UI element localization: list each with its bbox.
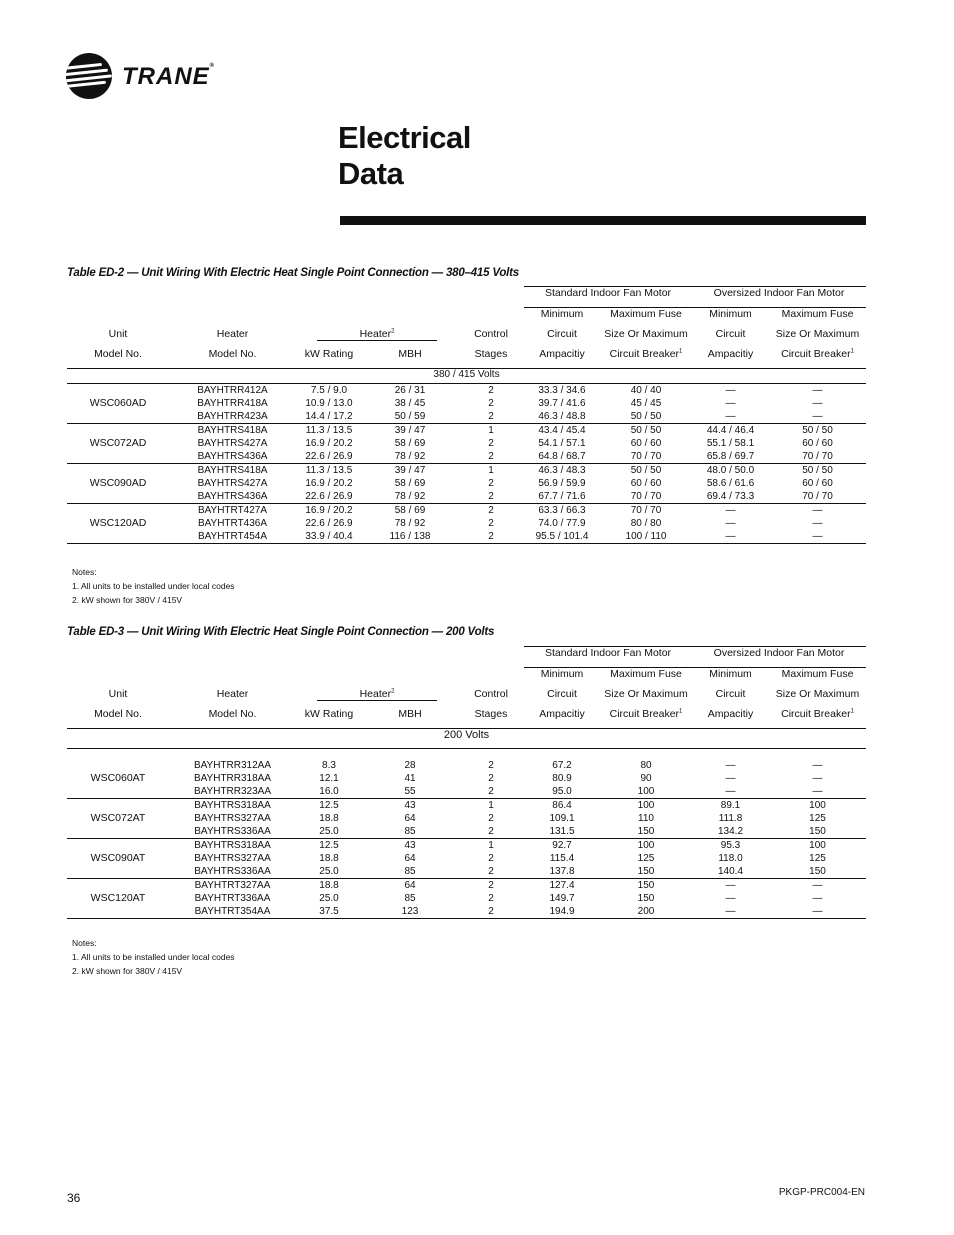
control-stages: 2 2 2: [458, 384, 524, 424]
mbh-values: 43 64 85: [362, 799, 458, 839]
header-heater-group: Heater$^2$: [317, 328, 437, 341]
kw-ratings: 18.8 25.0 37.5: [296, 879, 362, 919]
table-ed2-body: [67, 384, 866, 544]
voltage-label: 380 / 415 Volts: [67, 369, 866, 384]
control-stages: 1 2 2: [458, 424, 524, 464]
table-row: [67, 504, 866, 544]
header-ampacity: Ampacitiy: [524, 348, 600, 369]
heater-models: BAYHTRS418A BAYHTRS427A BAYHTRS436A: [169, 464, 296, 504]
unit-model: WSC090AT: [67, 839, 169, 879]
ovr-max-fuse: — — —: [769, 759, 866, 799]
mbh-values: 39 / 47 58 / 69 78 / 92: [362, 424, 458, 464]
table-ed3-caption: Table ED-3 — Unit Wiring With Electric Heat Single Point Connection — 200 Volts: [67, 626, 495, 638]
ovr-min-circuit-ampacity: 95.3 118.0 140.4: [692, 839, 769, 879]
table-row: [67, 759, 866, 799]
std-min-circuit-ampacity: 43.4 / 45.4 54.1 / 57.1 64.8 / 68.7: [524, 424, 600, 464]
table-row: [67, 424, 866, 464]
table-ed3-body: [67, 759, 866, 919]
control-stages: 1 2 2: [458, 799, 524, 839]
ovr-min-circuit-ampacity: 48.0 / 50.0 58.6 / 61.6 69.4 / 73.3: [692, 464, 769, 504]
table-ed3-notes: Notes: 1. All units to be installed under local codes 2. kW shown for 380V / 415V: [72, 938, 235, 976]
heater-models: BAYHTRT427A BAYHTRT436A BAYHTRT454A: [169, 504, 296, 544]
header-standard-motor: Standard Indoor Fan Motor: [524, 287, 692, 308]
trane-logo: [66, 53, 216, 101]
std-min-circuit-ampacity: 127.4 149.7 194.9: [524, 879, 600, 919]
control-stages: 2 2 2: [458, 879, 524, 919]
ovr-min-circuit-ampacity: — — —: [692, 759, 769, 799]
header-minimum: Minimum: [540, 668, 584, 680]
header-minimum: Minimum: [540, 308, 584, 320]
ovr-min-circuit-ampacity: — — —: [692, 879, 769, 919]
header-heater-model-no: Model No.: [169, 708, 296, 729]
mbh-values: 26 / 31 38 / 45 50 / 59: [362, 384, 458, 424]
header-size-or-max: Size Or Maximum: [604, 328, 688, 340]
ovr-min-circuit-ampacity: — — —: [692, 384, 769, 424]
std-max-fuse: 80 90 100: [600, 759, 692, 799]
std-min-circuit-ampacity: 86.4 109.1 131.5: [524, 799, 600, 839]
unit-model: WSC090AD: [67, 464, 169, 504]
std-max-fuse: 50 / 50 60 / 60 70 / 70: [600, 464, 692, 504]
heater-models: BAYHTRS418A BAYHTRS427A BAYHTRS436A: [169, 424, 296, 464]
header-kw-rating: kW Rating: [296, 708, 362, 729]
header-minimum: Minimum: [709, 308, 752, 320]
unit-model: WSC072AD: [67, 424, 169, 464]
ovr-max-fuse: — — —: [769, 879, 866, 919]
std-min-circuit-ampacity: 63.3 / 66.3 74.0 / 77.9 95.5 / 101.4: [524, 504, 600, 544]
header-size-or-max: Size Or Maximum: [775, 688, 860, 700]
std-max-fuse: 150 150 200: [600, 879, 692, 919]
unit-model: WSC120AD: [67, 504, 169, 544]
header-circuit: Circuit: [547, 688, 577, 700]
header-ampacity: Ampacitiy: [692, 348, 769, 369]
header-circuit-breaker: Circuit Breaker$^1$: [600, 348, 692, 369]
control-stages: 1 2 2: [458, 839, 524, 879]
page-title: Electrical Data: [338, 120, 471, 191]
table-ed3: [67, 646, 866, 919]
unit-model: WSC060AD: [67, 384, 169, 424]
table-ed2-caption: Table ED-2 — Unit Wiring With Electric Heat Single Point Connection — 380–415 Volts: [67, 267, 520, 279]
kw-ratings: 7.5 / 9.0 10.9 / 13.0 14.4 / 17.2: [296, 384, 362, 424]
std-max-fuse: 100 125 150: [600, 839, 692, 879]
header-circuit: Circuit: [547, 328, 577, 340]
control-stages: 2 2 2: [458, 504, 524, 544]
heater-models: BAYHTRS318AA BAYHTRS327AA BAYHTRS336AA: [169, 839, 296, 879]
mbh-values: 64 85 123: [362, 879, 458, 919]
header-max-fuse: Maximum Fuse: [610, 668, 682, 680]
ovr-max-fuse: — — —: [769, 504, 866, 544]
table-row: [67, 799, 866, 839]
table-ed2: [67, 286, 866, 544]
header-circuit: Circuit: [715, 688, 746, 700]
kw-ratings: 11.3 / 13.5 16.9 / 20.2 22.6 / 26.9: [296, 424, 362, 464]
header-model-no: Model No.: [67, 348, 169, 369]
kw-ratings: 16.9 / 20.2 22.6 / 26.9 33.9 / 40.4: [296, 504, 362, 544]
header-heater: Heater: [216, 688, 249, 700]
ovr-max-fuse: 50 / 50 60 / 60 70 / 70: [769, 464, 866, 504]
std-max-fuse: 50 / 50 60 / 60 70 / 70: [600, 424, 692, 464]
header-minimum: Minimum: [709, 668, 752, 680]
mbh-values: 39 / 47 58 / 69 78 / 92: [362, 464, 458, 504]
std-min-circuit-ampacity: 67.2 80.9 95.0: [524, 759, 600, 799]
table-row: [67, 464, 866, 504]
unit-model: WSC072AT: [67, 799, 169, 839]
voltage-label: 200 Volts: [67, 729, 866, 749]
heater-models: BAYHTRR312AA BAYHTRR318AA BAYHTRR323AA: [169, 759, 296, 799]
title-rule: [340, 216, 866, 225]
kw-ratings: 8.3 12.1 16.0: [296, 759, 362, 799]
document-id: PKGP-PRC004-EN: [778, 1187, 865, 1198]
header-size-or-max: Size Or Maximum: [604, 688, 688, 700]
header-heater: Heater: [216, 328, 249, 340]
table-ed3-header: [67, 647, 866, 760]
std-max-fuse: 70 / 70 80 / 80 100 / 110: [600, 504, 692, 544]
table-ed2-header: [67, 287, 866, 384]
header-control: Control: [474, 328, 508, 340]
header-unit: Unit: [108, 328, 128, 340]
std-min-circuit-ampacity: 46.3 / 48.3 56.9 / 59.9 67.7 / 71.6: [524, 464, 600, 504]
header-circuit-breaker: Circuit Breaker$^1$: [769, 348, 866, 369]
header-mbh: MBH: [362, 708, 458, 729]
header-circuit: Circuit: [715, 328, 746, 340]
heater-models: BAYHTRS318AA BAYHTRS327AA BAYHTRS336AA: [169, 799, 296, 839]
header-control: Control: [474, 688, 508, 700]
ovr-min-circuit-ampacity: — — —: [692, 504, 769, 544]
trane-logo-mark-icon: [66, 53, 112, 99]
ovr-max-fuse: 100 125 150: [769, 799, 866, 839]
unit-model: WSC060AT: [67, 759, 169, 799]
std-min-circuit-ampacity: 92.7 115.4 137.8: [524, 839, 600, 879]
page-number: 36: [67, 1191, 81, 1205]
header-size-or-max: Size Or Maximum: [775, 328, 860, 340]
kw-ratings: 12.5 18.8 25.0: [296, 799, 362, 839]
heater-models: BAYHTRT327AA BAYHTRT336AA BAYHTRT354AA: [169, 879, 296, 919]
header-max-fuse: Maximum Fuse: [781, 308, 854, 320]
header-max-fuse: Maximum Fuse: [610, 308, 682, 320]
header-ampacity: Ampacitiy: [524, 708, 600, 729]
header-circuit-breaker: Circuit Breaker$^1$: [600, 708, 692, 729]
header-stages: Stages: [458, 708, 524, 729]
ovr-max-fuse: — — —: [769, 384, 866, 424]
std-max-fuse: 100 110 150: [600, 799, 692, 839]
header-unit: Unit: [108, 688, 128, 700]
kw-ratings: 11.3 / 13.5 16.9 / 20.2 22.6 / 26.9: [296, 464, 362, 504]
header-max-fuse: Maximum Fuse: [781, 668, 854, 680]
ovr-min-circuit-ampacity: 44.4 / 46.4 55.1 / 58.1 65.8 / 69.7: [692, 424, 769, 464]
header-ampacity: Ampacitiy: [692, 708, 769, 729]
heater-models: BAYHTRR412A BAYHTRR418A BAYHTRR423A: [169, 384, 296, 424]
mbh-values: 28 41 55: [362, 759, 458, 799]
header-circuit-breaker: Circuit Breaker$^1$: [769, 708, 866, 729]
trane-wordmark: TRANE®: [122, 63, 216, 90]
table-row: [67, 879, 866, 919]
mbh-values: 58 / 69 78 / 92 116 / 138: [362, 504, 458, 544]
ovr-min-circuit-ampacity: 89.1 111.8 134.2: [692, 799, 769, 839]
table-row: [67, 384, 866, 424]
table-row: [67, 839, 866, 879]
std-min-circuit-ampacity: 33.3 / 34.6 39.7 / 41.6 46.3 / 48.8: [524, 384, 600, 424]
unit-model: WSC120AT: [67, 879, 169, 919]
ovr-max-fuse: 100 125 150: [769, 839, 866, 879]
mbh-values: 43 64 85: [362, 839, 458, 879]
header-heater-model-no: Model No.: [169, 348, 296, 369]
header-kw-rating: kW Rating: [296, 348, 362, 369]
header-oversized-motor: Oversized Indoor Fan Motor: [692, 647, 866, 668]
header-standard-motor: Standard Indoor Fan Motor: [524, 647, 692, 668]
header-mbh: MBH: [362, 348, 458, 369]
header-model-no: Model No.: [67, 708, 169, 729]
control-stages: 1 2 2: [458, 464, 524, 504]
control-stages: 2 2 2: [458, 759, 524, 799]
std-max-fuse: 40 / 40 45 / 45 50 / 50: [600, 384, 692, 424]
kw-ratings: 12.5 18.8 25.0: [296, 839, 362, 879]
table-ed2-notes: Notes: 1. All units to be installed under local codes 2. kW shown for 380V / 415V: [72, 567, 235, 605]
header-heater-group: Heater$^2$: [317, 688, 437, 701]
header-stages: Stages: [458, 348, 524, 369]
ovr-max-fuse: 50 / 50 60 / 60 70 / 70: [769, 424, 866, 464]
header-oversized-motor: Oversized Indoor Fan Motor: [692, 287, 866, 308]
